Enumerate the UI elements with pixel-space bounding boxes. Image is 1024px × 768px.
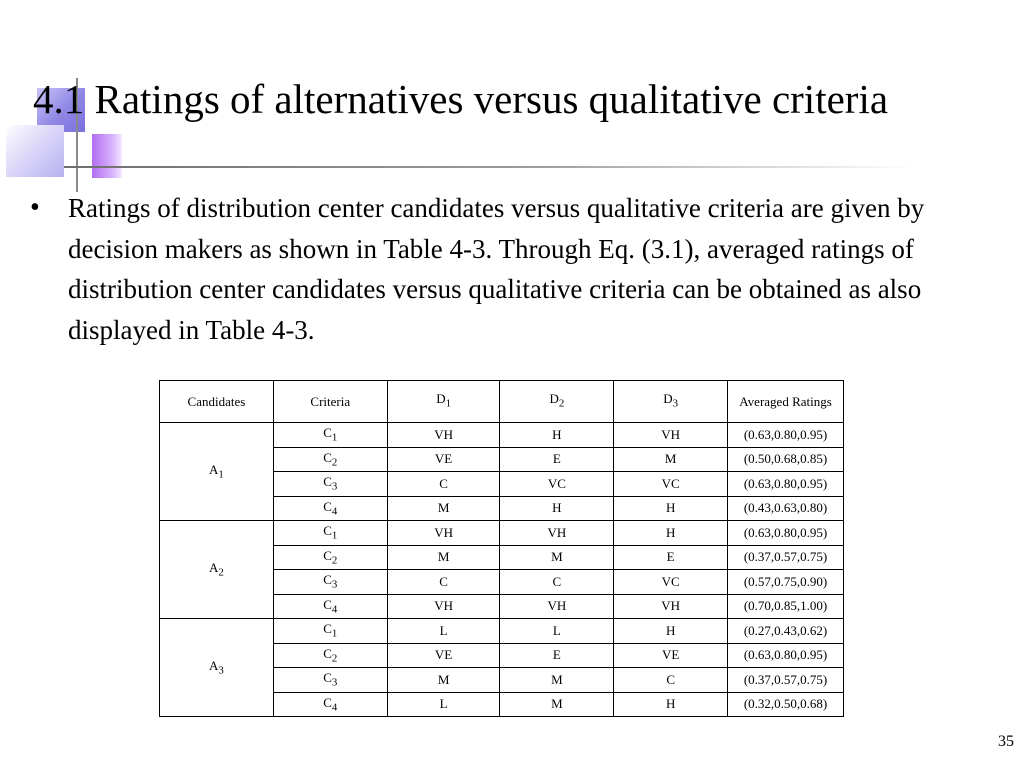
d3-rating-cell: VC	[614, 472, 728, 497]
decor-square-purple	[92, 134, 122, 178]
slide-title: 4.1 Ratings of alternatives versus qualitative criteria	[33, 76, 889, 122]
criterion-cell: $C_3$	[273, 668, 387, 693]
table-header-row	[160, 381, 844, 423]
d2-rating-cell: H	[500, 423, 614, 448]
d3-rating-cell: VE	[614, 643, 728, 668]
criterion-cell: $C_2$	[273, 447, 387, 472]
d2-rating-cell: C	[500, 570, 614, 595]
candidate-cell: $A_3$	[160, 619, 274, 717]
criterion-cell: $C_2$	[273, 643, 387, 668]
averaged-rating-cell: (0.50,0.68,0.85)	[728, 447, 844, 472]
d3-rating-cell: H	[614, 496, 728, 521]
averaged-rating-cell: (0.63,0.80,0.95)	[728, 472, 844, 497]
d3-rating-cell: C	[614, 668, 728, 693]
d2-rating-cell: VH	[500, 521, 614, 546]
criterion-cell: $C_4$	[273, 692, 387, 717]
d1-rating-cell: C	[387, 472, 500, 497]
d2-rating-cell: L	[500, 619, 614, 644]
d3-rating-cell: H	[614, 521, 728, 546]
ratings-table	[159, 380, 844, 717]
criterion-cell: $C_4$	[273, 594, 387, 619]
d1-rating-cell: VH	[387, 594, 500, 619]
d1-rating-cell: L	[387, 619, 500, 644]
d1-rating-cell: VH	[387, 423, 500, 448]
averaged-rating-cell: (0.63,0.80,0.95)	[728, 521, 844, 546]
d2-rating-cell: M	[500, 692, 614, 717]
criterion-cell: $C_1$	[273, 423, 387, 448]
averaged-rating-cell: (0.37,0.57,0.75)	[728, 668, 844, 693]
averaged-rating-cell: (0.32,0.50,0.68)	[728, 692, 844, 717]
table-row	[160, 521, 844, 546]
d1-rating-cell: VH	[387, 521, 500, 546]
header-candidates: Candidates	[160, 381, 274, 423]
bullet-text: Ratings of distribution center candidates versus qualitative criteria are given by decision makers as shown in Table 4-3. Through Eq. (3.1), averaged ratings of distribution center candidates versus qualitative criteria can be obtained as also displayed in Table 4-3.	[68, 193, 925, 345]
criterion-cell: $C_3$	[273, 472, 387, 497]
d3-rating-cell: H	[614, 692, 728, 717]
averaged-rating-cell: (0.70,0.85,1.00)	[728, 594, 844, 619]
criterion-cell: $C_3$	[273, 570, 387, 595]
header-d2: $D_2$	[500, 381, 614, 423]
page-number: 35	[998, 733, 1014, 750]
header-averaged-ratings: Averaged Ratings	[728, 381, 844, 423]
table-body	[160, 423, 844, 717]
d3-rating-cell: E	[614, 545, 728, 570]
d3-rating-cell: H	[614, 619, 728, 644]
d2-rating-cell: E	[500, 643, 614, 668]
d1-rating-cell: C	[387, 570, 500, 595]
table-row	[160, 619, 844, 644]
d2-rating-cell: VC	[500, 472, 614, 497]
criterion-cell: $C_2$	[273, 545, 387, 570]
table-row	[160, 423, 844, 448]
header-d1: $D_1$	[387, 381, 500, 423]
d2-rating-cell: M	[500, 668, 614, 693]
d3-rating-cell: VC	[614, 570, 728, 595]
d3-rating-cell: VH	[614, 594, 728, 619]
d1-rating-cell: VE	[387, 447, 500, 472]
d1-rating-cell: M	[387, 545, 500, 570]
averaged-rating-cell: (0.37,0.57,0.75)	[728, 545, 844, 570]
header-criteria: Criteria	[273, 381, 387, 423]
decor-square-lavender	[6, 125, 64, 177]
averaged-rating-cell: (0.43,0.63,0.80)	[728, 496, 844, 521]
averaged-rating-cell: (0.27,0.43,0.62)	[728, 619, 844, 644]
d1-rating-cell: VE	[387, 643, 500, 668]
d1-rating-cell: M	[387, 496, 500, 521]
d1-rating-cell: L	[387, 692, 500, 717]
d3-rating-cell: VH	[614, 423, 728, 448]
d1-rating-cell: M	[387, 668, 500, 693]
d2-rating-cell: M	[500, 545, 614, 570]
candidate-cell: $A_1$	[160, 423, 274, 521]
candidate-cell: $A_2$	[160, 521, 274, 619]
criterion-cell: $C_4$	[273, 496, 387, 521]
d2-rating-cell: VH	[500, 594, 614, 619]
averaged-rating-cell: (0.63,0.80,0.95)	[728, 423, 844, 448]
d2-rating-cell: E	[500, 447, 614, 472]
header-d3: $D_3$	[614, 381, 728, 423]
averaged-rating-cell: (0.63,0.80,0.95)	[728, 643, 844, 668]
title-underline	[64, 166, 914, 168]
bullet-item	[30, 188, 990, 350]
d2-rating-cell: H	[500, 496, 614, 521]
averaged-rating-cell: (0.57,0.75,0.90)	[728, 570, 844, 595]
criterion-cell: $C_1$	[273, 619, 387, 644]
bullet-dot-icon: •	[30, 192, 40, 223]
d3-rating-cell: M	[614, 447, 728, 472]
criterion-cell: $C_1$	[273, 521, 387, 546]
